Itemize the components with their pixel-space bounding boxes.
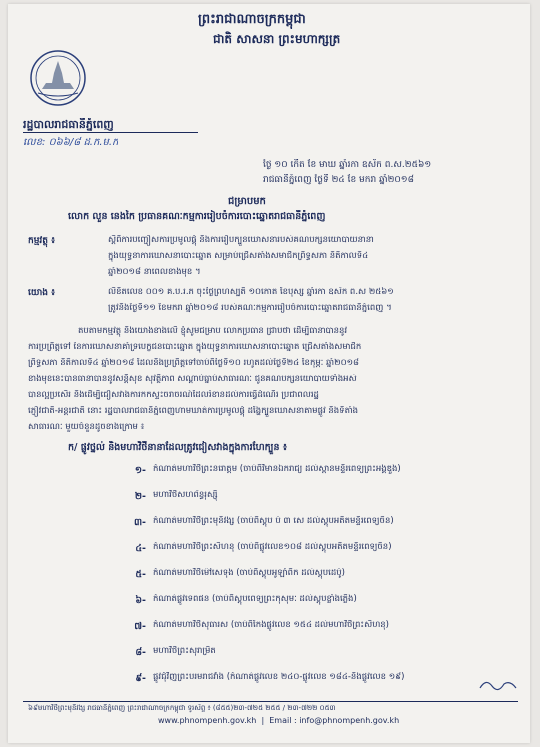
list-number: ៤-	[135, 543, 146, 554]
initial-mark-icon	[478, 676, 518, 694]
salutation-heading: ជម្រាបមក	[228, 196, 266, 207]
footer-rule	[23, 701, 518, 702]
subject-label: កម្មវត្ថុ ៖	[28, 236, 56, 246]
section-a-heading: ក/ ផ្លូវថ្នល់ និងមហាវិថីនានាដែលត្រូវជៀសវាងក្នុងការហែក្បួន ៖	[68, 442, 288, 453]
list-number: ៧-	[134, 621, 146, 632]
list-number: ៦-	[135, 595, 146, 606]
list-item: មហាវិថីព្រះសុរាម្រិត	[153, 646, 216, 656]
national-motto: ជាតិ សាសនា ព្រះមហាក្សត្រ	[213, 32, 341, 46]
list-item: កំណាត់ផ្លូវទេពផន (ចាប់ពីស្តុបពេទ្យព្រះកុសុមៈ ដល់ស្តុបខ្លាំងភ្លើង)	[153, 594, 357, 604]
list-item: កំណាត់មហាវិថីព្រះមុនីវង្ស (ចាប់ពីស្តុប ប៉ ៣ សេ ដល់ស្តុបអតីតមន្ទីរពេទ្យចិន)	[153, 516, 394, 526]
reference-line: លិខិតលេខ ០០១ គ.ប.រ.ភ ចុះថ្ងៃព្រហស្បតិ៍ ១០កោត ខែបុស្ស ឆ្នាំរកា ឧស័ក ព.ស ២៥៦១	[108, 287, 394, 297]
document-page	[8, 4, 530, 743]
list-item: មហាវិថីសហព័ន្ធរុស្ស៊ី	[153, 490, 218, 500]
lunar-date: ថ្ងៃ ១០ កើត ខែ មាឃ ឆ្នាំរកា ឧស័ក ព.ស.២៥៦១	[263, 160, 432, 170]
footer-website: www.phnompenh.gov.kh	[158, 716, 257, 725]
reference-label: យោង ៖	[28, 288, 56, 298]
kingdom-title: ព្រះរាជាណាចក្រកម្ពុជា	[198, 12, 306, 27]
body-paragraph-line: បានល្អប្រសើរ និងដើម្បីជៀសវាងការកកស្ទះចរាចរណ៍ដែលរំខានដល់ការធ្វើដំណើរ ប្រជាពលរដ្ឋ	[28, 390, 319, 400]
list-item: កំណាត់មហាវិថីព្រះសីហនុ (ចាប់ពីផ្លូវលេខ១០៨ ដល់ស្តុបអតីតមន្ទីរពេទ្យចិន)	[153, 542, 392, 552]
footer-email: Email : info@phnompenh.gov.kh	[269, 716, 400, 725]
phnom-penh-emblem-icon	[28, 49, 88, 107]
body-paragraph-line: សាធារណៈ មួយចំនួនដូចខាងក្រោម ៖	[28, 422, 145, 432]
list-item: ផ្លូវជុំវិញព្រះបរមរាជវាំង (កំណាត់ផ្លូវលេខ ២៤០-ផ្លូវលេខ ១៨៤-និងផ្លូវលេខ ១៩)	[153, 672, 405, 682]
reference-line: ត្រូវនឹងថ្ងៃទី១១ ខែមករា ឆ្នាំ២០១៨ របស់គណៈកម្មការរៀបចំការបោះឆ្នោតរាជធានីភ្នំពេញ ។	[108, 303, 392, 313]
list-item: កំណាត់មហាវិថីព្រះនរោត្តម (ចាប់ពីវិមានឯករាជ្យ ដល់ស្ពានមន្ទីរពេទ្យព្រះអង្គឌួង)	[153, 464, 401, 474]
body-paragraph-line: តបតាមកម្មវត្ថុ និងយោងខាងលើ ខ្ញុំសូមជម្រាប លោកប្រធាន ជ្រាបថា ដើម្បីធានាបាននូវ	[78, 326, 348, 336]
subject-line: ក្នុងយុទ្ធនាការឃោសនាបោះឆ្នោត សម្រាប់ជ្រើសតាំងសមាជិកព្រឹទ្ធសភា នីតិកាលទី៤	[108, 251, 369, 261]
solar-date: រាជធានីភ្នំពេញ ថ្ងៃទី ២៤ ខែ មករា ឆ្នាំ២០១៨	[263, 175, 414, 185]
footer-address: ៦៩មហាវិថីព្រះមុនីវង្ស រាជធានីភ្នំពេញ ព្រះរាជាណាចក្រកម្ពុជា ទូរស័ព្ទ ៖ (៨៥៥)២៣-៧២៥ ២៥៥ / ២៣-៧២២ ០៥៣	[28, 704, 336, 712]
list-number: ៣-	[133, 517, 146, 528]
recipient-line: លោក លួន នេងកៃ ប្រធានគណៈកម្មការរៀបចំការបោះឆ្នោតរាជធានីភ្នំពេញ	[68, 211, 326, 222]
list-number: ៩-	[135, 673, 146, 684]
body-paragraph-line: ការប្រព្រឹត្តទៅ នៃការឃោសនាគាំទ្របេក្ខជនបោះឆ្នោត ក្នុងយុទ្ធនាការឃោសនាបោះឆ្នោត ជ្រើសតាំងសមាជិក	[28, 342, 362, 352]
list-number: ២-	[134, 491, 146, 502]
body-paragraph-line: ព្រឹទ្ធសភា នីតិកាលទី៤ ឆ្នាំ២០១៨ ដែលនឹងប្រព្រឹត្តទៅចាប់ពីថ្ងៃទី១០ រហូតដល់ថ្ងៃទី២៤ ខែកុម្ភៈ ឆ្នាំ២០១៨	[28, 358, 360, 368]
list-number: ៨-	[135, 647, 146, 658]
footer-contacts: www.phnompenh.gov.kh | Email : info@phnompenh.gov.kh	[158, 716, 400, 725]
list-number: ៥-	[135, 569, 146, 580]
body-paragraph-line: ភ្ញៀវជាតិ-អន្តរជាតិ នោះ រដ្ឋបាលរាជធានីភ្នំពេញហាមឃាត់ការប្រមូលផ្ដុំ ដង្ហែក្បួនឃោសនាតាមផ្លូវ និងទីតាំង	[28, 406, 359, 416]
issuing-office: រដ្ឋបាលរាជធានីភ្នំពេញ	[23, 118, 114, 131]
body-paragraph-line: ខាងមុខនេះបានធានាបាននូវសន្តិសុខ សុវត្ថិភាព សណ្ដាប់ធ្នាប់សាធារណៈ ជូនគណបក្សនយោបាយទាំងអស់	[28, 374, 357, 384]
office-underline	[23, 132, 198, 133]
list-item: កំណាត់មហាវិថីសុធារស (ចាប់ពីកែងផ្លូវលេខ ១៥៤ ដល់មហាវិថីព្រះសីហនុ)	[153, 620, 389, 630]
subject-line: ឆ្នាំ២០១៨ នាពេលខាងមុខ ។	[108, 267, 201, 277]
subject-line: ស្ដីពីការបញ្ជៀសការប្រមូលផ្ដុំ និងការរៀបក្បួនឃោសនារបស់គណបក្សនយោបាយនានា	[108, 235, 374, 245]
list-number: ១-	[134, 465, 146, 476]
reference-number: លេខ: ០៦៦/៨ ដ.ក.ម.ក	[23, 137, 119, 148]
list-item: កំណាត់មហាវិថីម៉ៅសេទុង (ចាប់ពីស្តុបអូឡាំពិក ដល់ស្តុបដេប៉ូ)	[153, 568, 345, 578]
